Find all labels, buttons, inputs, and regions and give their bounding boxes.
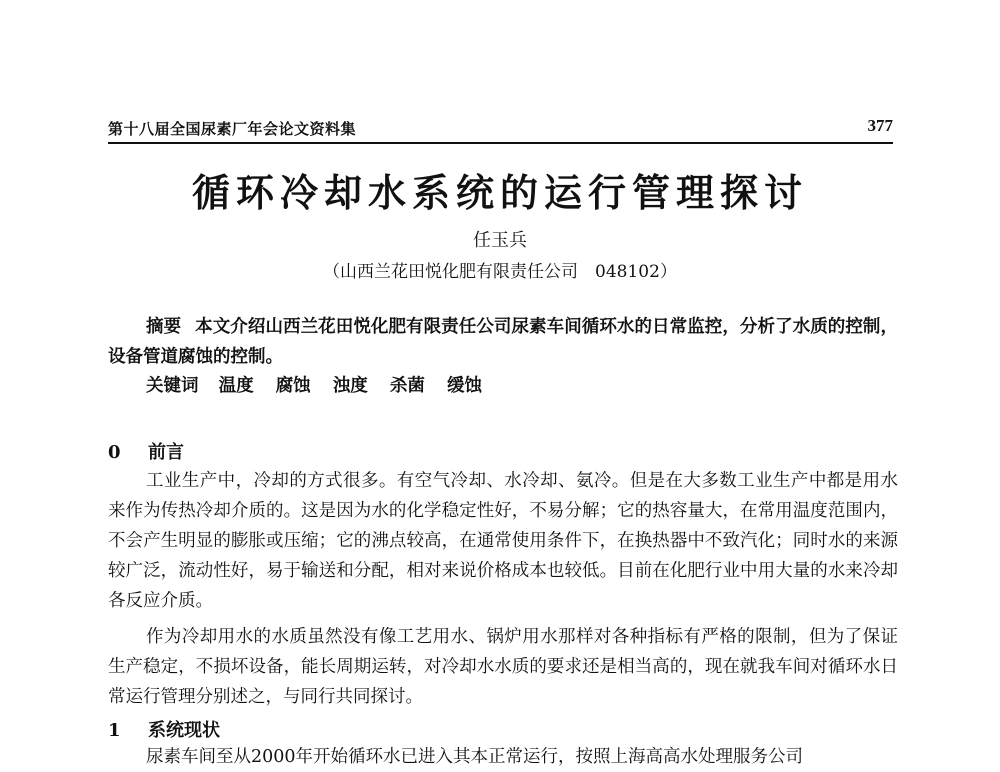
- keywords: [146, 372, 498, 397]
- journal-title: 第十八届全国尿素厂年会论文资料集: [108, 120, 357, 138]
- keyword: 浊度: [332, 376, 368, 396]
- section-number: 0: [108, 442, 121, 463]
- keyword: 温度: [218, 376, 254, 396]
- body-paragraph: 作为冷却用水的水质虽然没有像工艺用水、锅炉用水那样对各种指标有严格的限制，但为了保证生产稳定，不损坏设备，能长周期运转，对冷却水水质的要求还是相当高的，现在就我车间对循环水日常运行管理分别述之，与同行共同探讨。: [108, 627, 898, 707]
- article-title: 循环冷却水系统的运行管理探讨: [191, 170, 808, 215]
- body-paragraph: 尿素车间至从2000年开始循环水已进入其本正常运行，按照上海高高水处理服务公司: [146, 747, 804, 767]
- section-number: 1: [108, 720, 121, 741]
- author-name: 任玉兵: [473, 230, 527, 251]
- abstract: [108, 312, 898, 372]
- running-header: [108, 116, 893, 144]
- section-title: 系统现状: [148, 720, 220, 741]
- keyword: 缓蚀: [446, 376, 482, 396]
- abstract-text: 本文介绍山西兰花田悦化肥有限责任公司尿素车间循环水的日常监控，分析了水质的控制，设备管道腐蚀的控制。: [108, 317, 899, 367]
- section-heading: [108, 716, 220, 742]
- body-paragraph: 工业生产中，冷却的方式很多。有空气冷却、水冷却、氨冷。但是在大多数工业生产中都是用水来作为传热冷却介质的。这是因为水的化学稳定性好，不易分解；它的热容量大，在常用温度范围内，不会产生明显的膨胀或压缩；它的沸点较高，在通常使用条件下，在换热器中不致汽化；同时水的来源较广泛，流动性好，易于输送和分配，相对来说价格成本也较低。目前在化肥行业中用大量的水来冷却各反应介质。: [108, 471, 898, 611]
- section-title: 前言: [148, 442, 184, 463]
- abstract-label: 摘要: [146, 317, 182, 337]
- keyword: 腐蚀: [275, 376, 311, 396]
- section-heading: [108, 438, 184, 464]
- keyword: 杀菌: [389, 376, 425, 396]
- page-number: 377: [867, 116, 893, 135]
- keywords-label: 关键词: [146, 376, 199, 396]
- author-affiliation: （山西兰花田悦化肥有限责任公司 048102）: [323, 262, 677, 282]
